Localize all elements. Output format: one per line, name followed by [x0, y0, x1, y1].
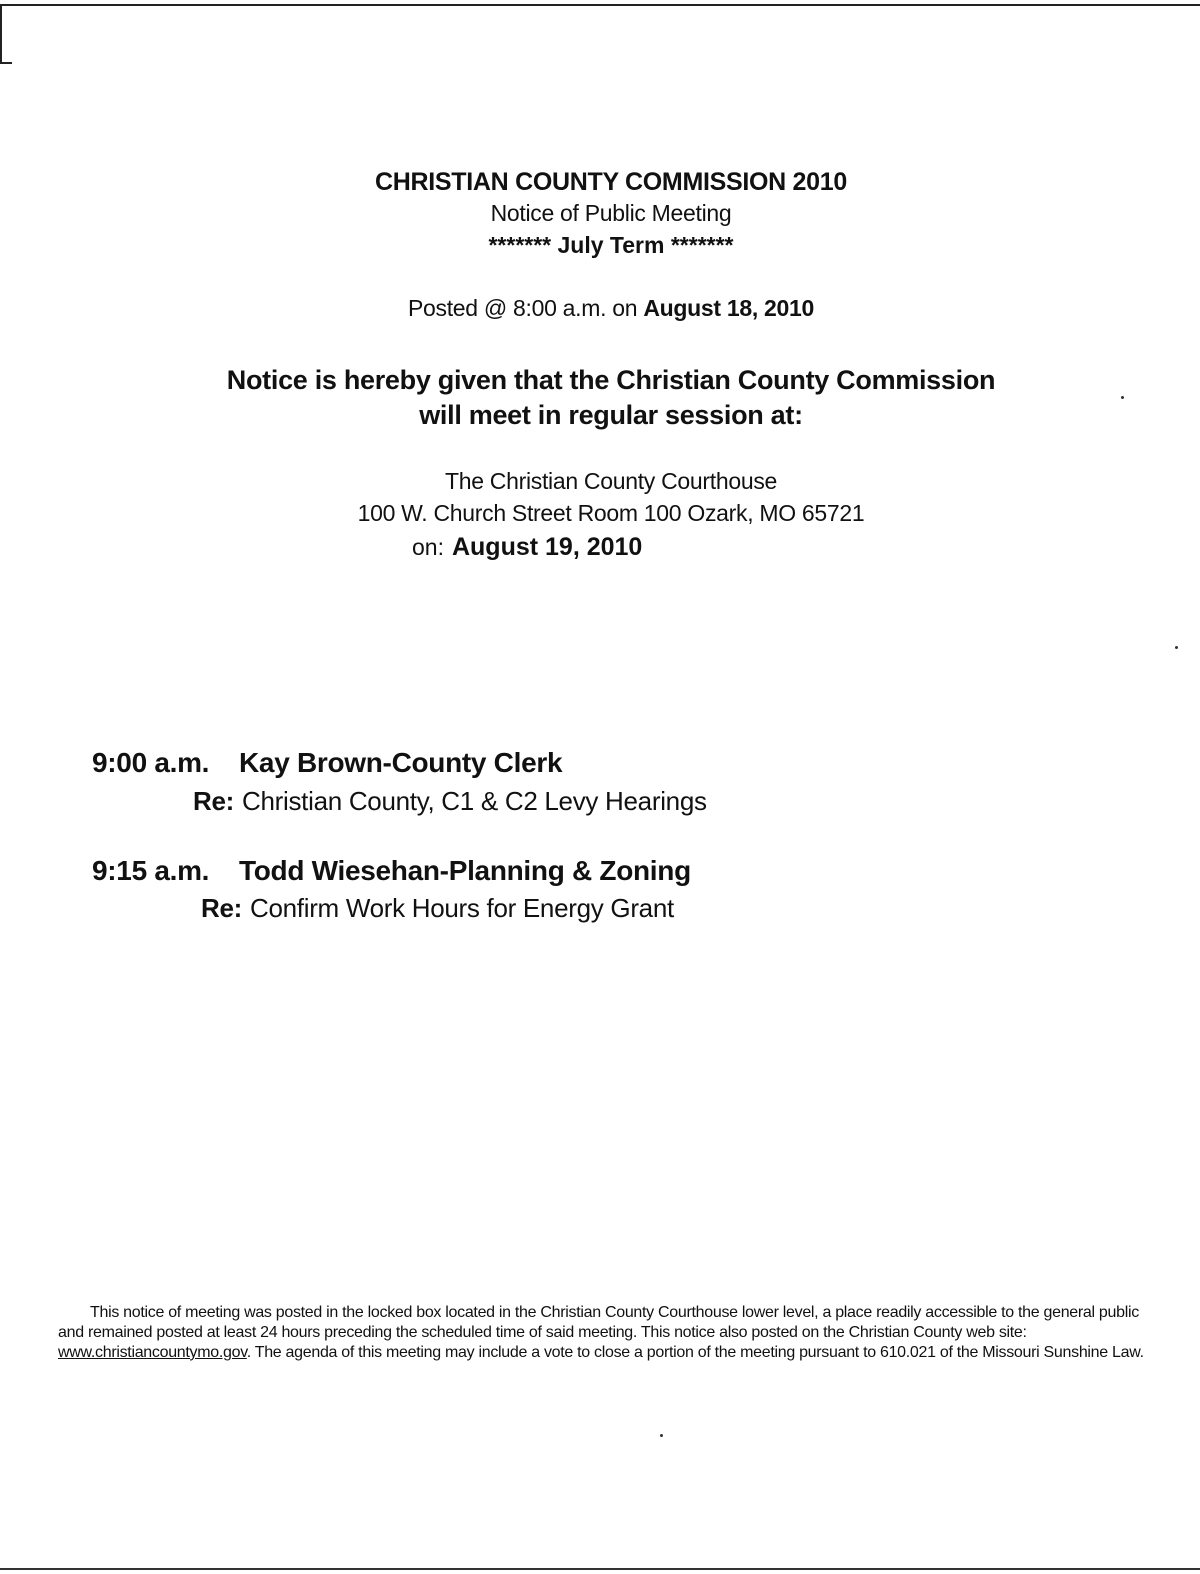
- footnote-text-after: . The agenda of this meeting may include a vote to close a portion of the meeting pursuant to 610.021 of the Missouri Sunshine Law.: [246, 1344, 1144, 1361]
- document-title: CHRISTIAN COUNTY COMMISSION 2010: [375, 168, 847, 196]
- location-address: 100 W. Church Street Room 100 Ozark, MO 65721: [357, 500, 865, 526]
- re-label: Re:: [193, 786, 234, 816]
- re-label: Re:: [201, 893, 242, 923]
- meeting-location: [0, 465, 1200, 529]
- re-text: Christian County, C1 & C2 Levy Hearings: [242, 786, 707, 816]
- term-line: ******* July Term *******: [488, 232, 734, 258]
- scan-border-left: [0, 4, 2, 64]
- scan-speck: [1121, 396, 1124, 399]
- meeting-date-line: [412, 533, 642, 562]
- on-label: on:: [412, 534, 444, 560]
- website-link[interactable]: www.christiancountymo.gov: [58, 1344, 247, 1361]
- posted-date: August 18, 2010: [643, 295, 815, 321]
- agenda-item-presenter: Kay Brown-County Clerk: [239, 747, 563, 778]
- agenda-item-time: 9:00 a.m.: [92, 747, 210, 778]
- scan-speck: [1175, 646, 1178, 649]
- document-subtitle: Notice of Public Meeting: [490, 200, 732, 226]
- scan-border-left-tick: [2, 62, 12, 64]
- scan-speck: [660, 1434, 663, 1437]
- meeting-date: August 19, 2010: [451, 533, 643, 561]
- footnote-text-before: This notice of meeting was posted in the locked box located in the Christian County Courthouse lower level, a place readily accessible to the general public and remained posted at least 24 hours preceding the scheduled time of said meeting. This notice also posted on the Christian County web site:: [58, 1304, 1139, 1341]
- posted-line: [0, 295, 1200, 322]
- notice-line-2: will meet in regular session at:: [419, 400, 803, 430]
- agenda-item-regarding: [193, 786, 707, 817]
- agenda-item-time: 9:15 a.m.: [92, 855, 210, 886]
- re-text: Confirm Work Hours for Energy Grant: [250, 893, 674, 923]
- scan-border-bottom: [0, 1568, 1200, 1570]
- notice-line-1: Notice is hereby given that the Christian County Commission: [226, 365, 996, 395]
- notice-heading: [0, 363, 1200, 433]
- posted-prefix: Posted @ 8:00 a.m. on: [407, 295, 638, 321]
- posting-footnote: [58, 1303, 1158, 1363]
- scan-border-top: [0, 4, 1200, 6]
- location-name: The Christian County Courthouse: [444, 468, 778, 494]
- agenda-item-regarding: [201, 893, 674, 924]
- agenda-item-presenter: Todd Wiesehan-Planning & Zoning: [239, 855, 691, 886]
